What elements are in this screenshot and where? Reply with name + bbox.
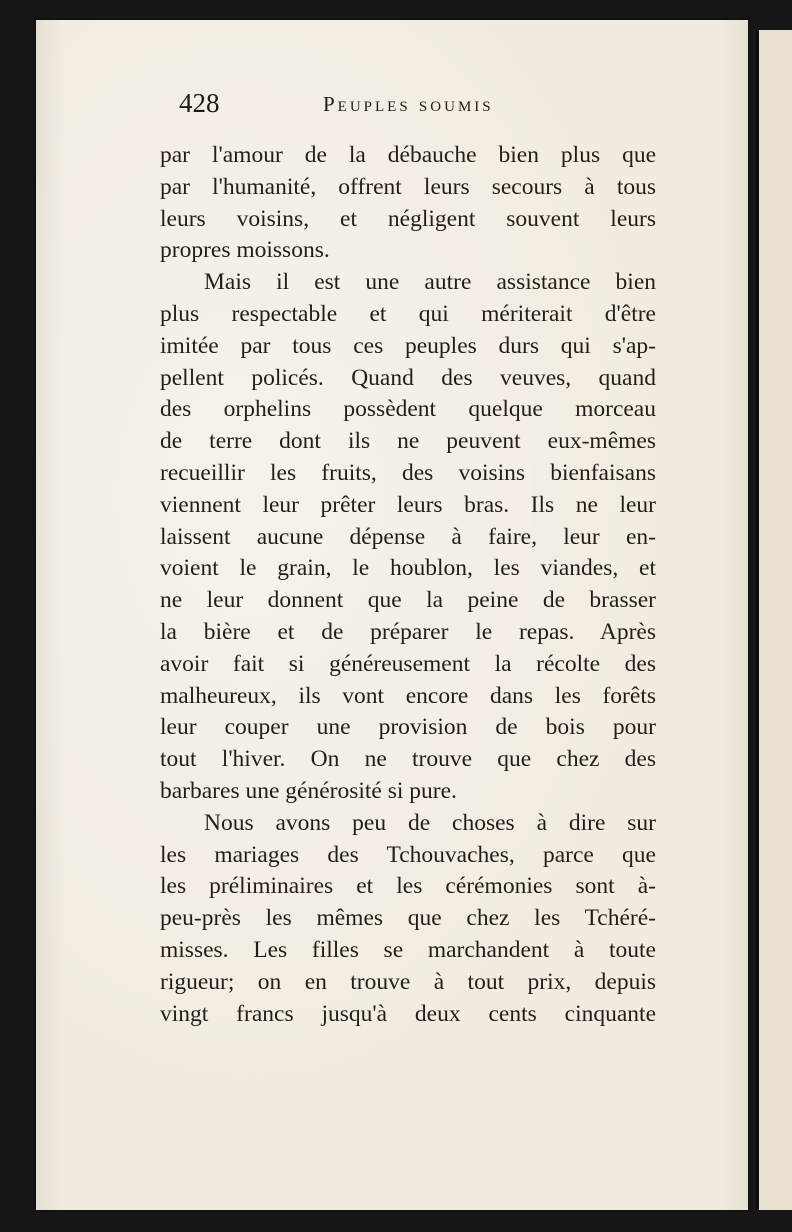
text-line: leur couper une provision de bois pour bbox=[160, 714, 656, 741]
text-line: les préliminaires et les cérémonies sont à- bbox=[160, 873, 656, 900]
text-line: de terre dont ils ne peuvent eux-mêmes bbox=[160, 428, 656, 455]
text-line: recueillir les fruits, des voisins bienfaisans bbox=[160, 459, 656, 486]
text-line: pellent policés. Quand des veuves, quand bbox=[160, 364, 656, 391]
text-line: laissent aucune dépense à faire, leur en- bbox=[160, 523, 656, 550]
text-line: propres moissons. bbox=[160, 237, 330, 264]
text-line: malheureux, ils vont encore dans les forêts bbox=[160, 682, 656, 709]
body-text bbox=[160, 140, 656, 1030]
text-line: avoir fait si généreusement la récolte des bbox=[160, 650, 656, 677]
text-line: tout l'hiver. On ne trouve que chez des bbox=[160, 746, 656, 773]
text-line: barbares une générosité si pure. bbox=[160, 777, 457, 804]
text-line: plus respectable et qui mériterait d'être bbox=[160, 300, 656, 327]
text-line: vingt francs jusqu'à deux cents cinquante bbox=[160, 1000, 656, 1027]
facing-page-edge bbox=[756, 30, 792, 1210]
page-header bbox=[179, 88, 659, 124]
page-number: 428 bbox=[179, 88, 220, 118]
text-line: peu-près les mêmes que chez les Tchéré- bbox=[160, 905, 656, 932]
text-line: rigueur; on en trouve à tout prix, depuis bbox=[160, 968, 656, 995]
text-line: leurs voisins, et négligent souvent leurs bbox=[160, 205, 656, 232]
text-line: misses. Les filles se marchandent à toute bbox=[160, 936, 656, 963]
text-line: Mais il est une autre assistance bien bbox=[204, 269, 656, 296]
text-line: Nous avons peu de choses à dire sur bbox=[204, 809, 656, 836]
text-line: par l'amour de la débauche bien plus que bbox=[160, 142, 656, 168]
text-line: les mariages des Tchouvaches, parce que bbox=[160, 841, 656, 868]
running-head: Peuples soumis bbox=[323, 92, 494, 116]
text-line: la bière et de préparer le repas. Après bbox=[160, 618, 656, 645]
text-line: viennent leur prêter leurs bras. Ils ne leur bbox=[160, 491, 656, 518]
text-line: imitée par tous ces peuples durs qui s'ap- bbox=[160, 332, 656, 359]
text-line: des orphelins possèdent quelque morceau bbox=[160, 396, 656, 423]
text-line: ne leur donnent que la peine de brasser bbox=[160, 587, 656, 614]
text-line: voient le grain, le houblon, les viandes, et bbox=[160, 555, 656, 582]
text-line: par l'humanité, offrent leurs secours à tous bbox=[160, 173, 656, 200]
